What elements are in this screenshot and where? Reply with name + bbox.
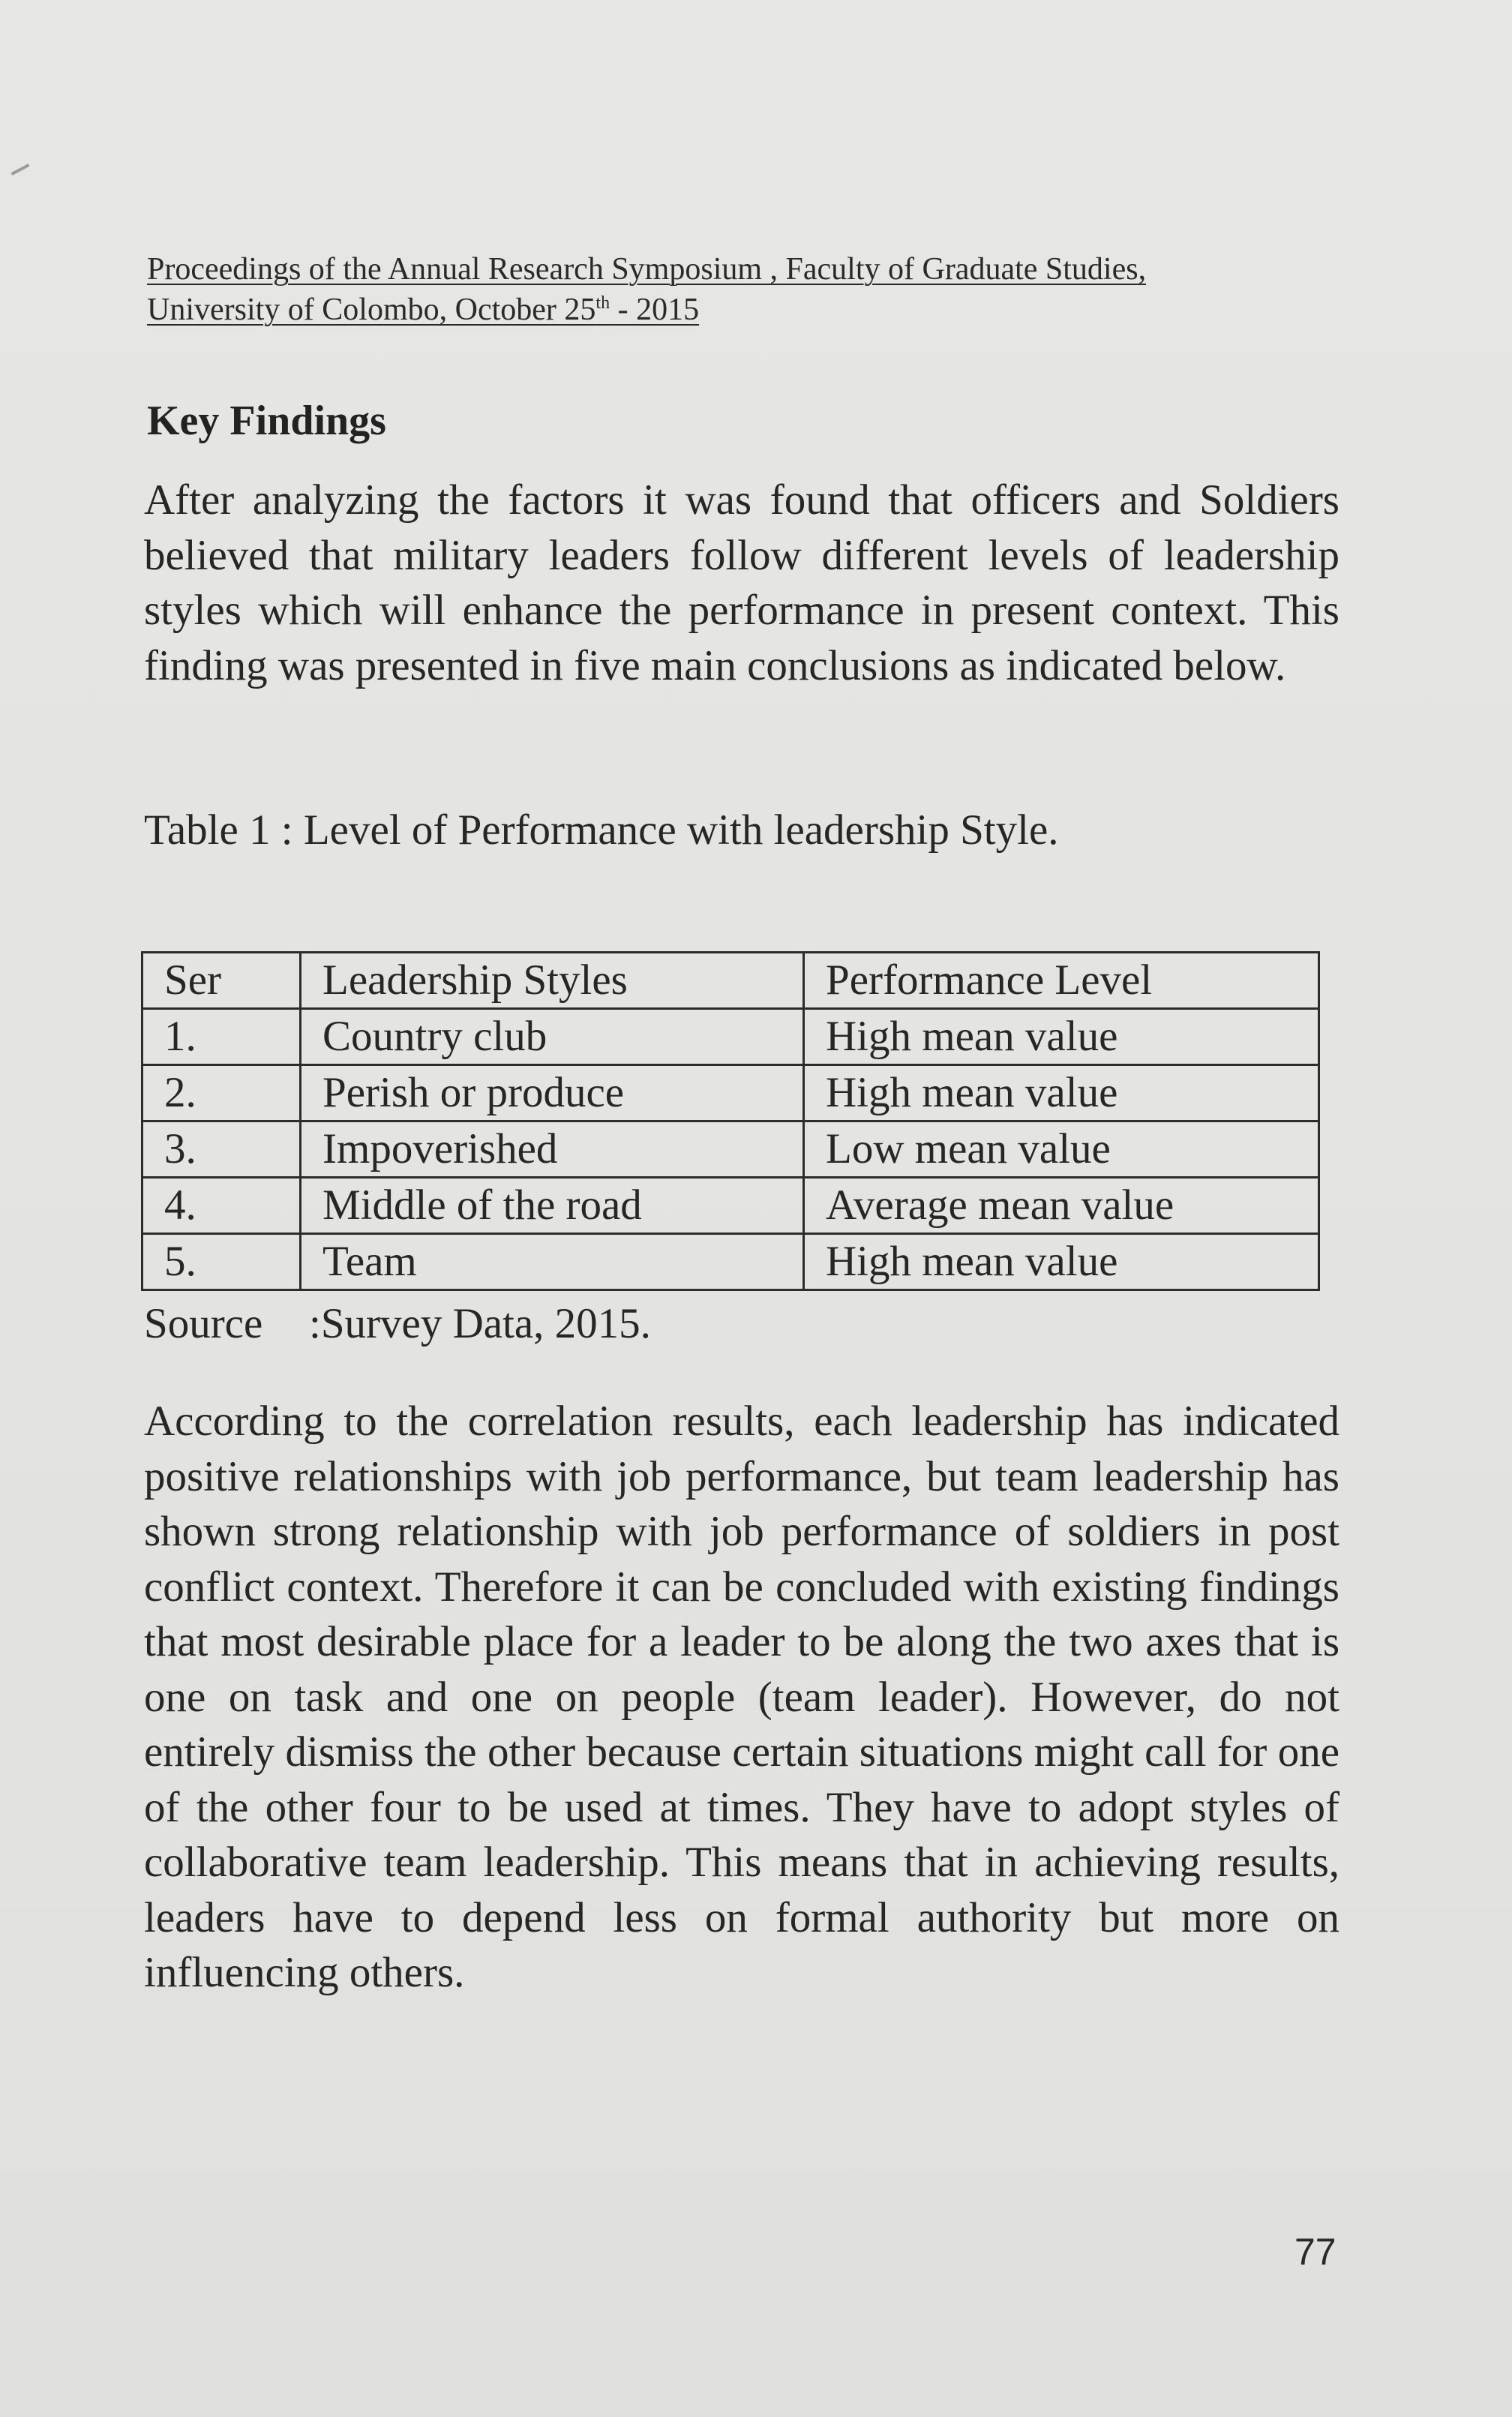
header-line-2-year: - 2015 <box>610 293 700 327</box>
intro-paragraph: After analyzing the factors it was found that officers and Soldiers believed that military leaders follow different levels of leadership styles which will enhance the performance in present context. This finding was presented in five main conclusions as indicated below. <box>144 476 1340 689</box>
cell-performance-level: Average mean value <box>804 1178 1319 1234</box>
header-line-2 <box>147 290 1317 330</box>
cell-ser: 1. <box>142 1009 301 1065</box>
cell-ser: 4. <box>142 1178 301 1234</box>
cell-performance-level: High mean value <box>804 1234 1319 1290</box>
conclusion-paragraph: According to the correlation results, each leadership has indicated positive relationships with job performance, but team leadership has shown strong relationship with job performance of soldiers in post conflict context. Therefore it can be concluded with existing findings that most desirable place for a leader to be along the two axes that is one on task and one on people (team leader). However, do not entirely dismiss the other because certain situations might call for one of the other four to be used at times. They have to adopt styles of collaborative team leadership. This means that in achieving results, leaders have to depend less on formal authority but more on influencing others. <box>144 1398 1340 1996</box>
page-number: 77 <box>1294 2231 1336 2273</box>
cell-ser: 2. <box>142 1065 301 1121</box>
cell-ser: 3. <box>142 1121 301 1178</box>
source-label: Source <box>144 1300 263 1347</box>
header-line-2-text: University of Colombo, October 25 <box>147 293 596 327</box>
header-superscript: th <box>596 293 610 313</box>
cell-leadership-style: Impoverished <box>301 1121 804 1178</box>
cell-performance-level: High mean value <box>804 1009 1319 1065</box>
header-line-1: Proceedings of the Annual Research Symposium , Faculty of Graduate Studies, <box>147 252 1147 287</box>
cell-leadership-style: Team <box>301 1234 804 1290</box>
table-header-row <box>142 953 1319 1009</box>
cell-leadership-style: Middle of the road <box>301 1178 804 1234</box>
table-row <box>142 1234 1319 1290</box>
column-header-leadership-styles: Leadership Styles <box>301 953 804 1009</box>
source-text: :Survey Data, 2015. <box>309 1300 651 1347</box>
cell-performance-level: Low mean value <box>804 1121 1319 1178</box>
leadership-performance-table <box>141 951 1320 1291</box>
table-row <box>142 1121 1319 1178</box>
column-header-performance-level: Performance Level <box>804 953 1319 1009</box>
table-row <box>142 1065 1319 1121</box>
column-header-ser: Ser <box>142 953 301 1009</box>
margin-mark <box>11 164 30 176</box>
section-heading: Key Findings <box>147 398 386 444</box>
cell-performance-level: High mean value <box>804 1065 1319 1121</box>
table-row <box>142 1178 1319 1234</box>
table-row <box>142 1009 1319 1065</box>
table-source <box>144 1298 651 1350</box>
running-header <box>147 249 1317 330</box>
cell-leadership-style: Country club <box>301 1009 804 1065</box>
cell-ser: 5. <box>142 1234 301 1290</box>
table-caption: Table 1 : Level of Performance with leadership Style. <box>144 806 1059 854</box>
cell-leadership-style: Perish or produce <box>301 1065 804 1121</box>
